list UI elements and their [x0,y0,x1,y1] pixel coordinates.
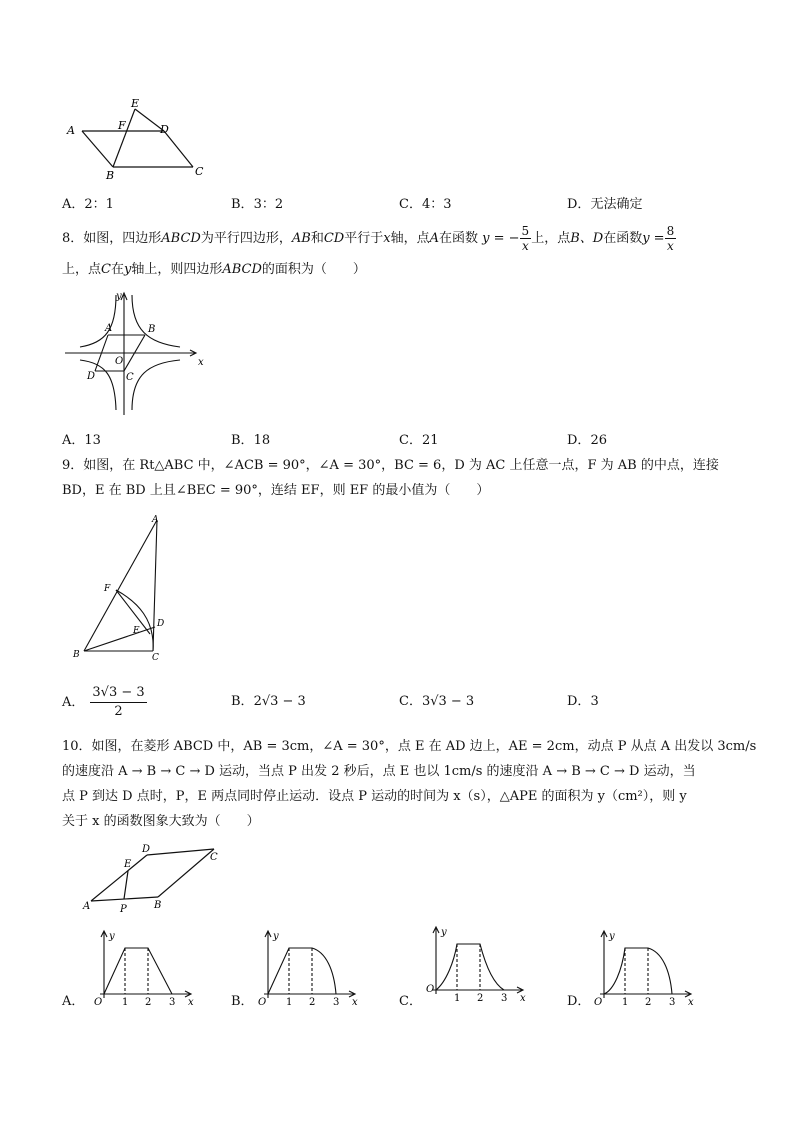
q9-option-d[interactable] [567,692,599,712]
option-letter: B． [231,433,254,448]
axis-y-label: y [441,927,447,938]
q7-label-a: A [67,124,75,137]
q8-func2-frac [665,224,677,253]
tick-2: 2 [145,997,152,1006]
q8-text: 为平行四边形， [200,231,292,246]
q10-label-b: B [154,900,162,911]
axis-x-label: x [352,997,358,1006]
q9-label-d: D [157,619,165,629]
q7-label-f: F [118,119,126,132]
tick-1: 1 [454,993,461,1002]
option-letter: A． [62,197,85,212]
q10-graph-d [592,926,702,1006]
axis-x-label: x [520,993,526,1002]
q9-figure [70,512,180,662]
option-letter: A． [62,433,85,448]
q8-stem-line2 [62,260,366,280]
question-number: 10． [62,739,92,754]
axis-y-label: y [109,931,115,942]
option-text: 18 [253,433,271,448]
q7-option-a[interactable] [62,195,114,215]
option-text: 21 [421,433,439,448]
q10-figure [80,842,230,917]
q7-option-b[interactable] [231,195,283,215]
q9-option-b[interactable] [231,692,306,712]
q8-text: 和 [310,231,324,246]
q8-text: 轴，点 [390,231,430,246]
option-letter: D． [567,197,591,212]
q8-func1: y = − [482,231,520,246]
q10-text: 点 P 到达 D 点时，P，E 两点同时停止运动．设点 P 运动的时间为 x（s），△APE 的面积为 y（cm²），则 y [62,789,687,804]
q9-option-a[interactable] [62,684,147,721]
q10-label-p: P [120,904,127,915]
q9-option-a-frac [90,684,146,721]
q10-stem-line4 [62,812,260,832]
option-letter: B． [231,994,254,1009]
axis-origin: O [94,997,103,1006]
q8-label-b: B [148,324,156,335]
q7-option-c[interactable] [399,195,452,215]
tick-3: 3 [333,997,340,1006]
q8-text: 上，点 [531,231,571,246]
q8-math: C [101,262,111,277]
q9-option-c[interactable] [399,692,474,712]
q10-graph-b [256,926,366,1006]
frac-den: 2 [114,704,123,719]
option-letter: B． [231,694,254,709]
option-text: 13 [84,433,101,448]
q8-func2: y = [642,231,665,246]
option-text: 2√3 − 3 [253,694,306,709]
q7-label-e: E [131,97,140,110]
q8-text: 上，点 [62,262,102,277]
axis-origin: O [258,997,267,1006]
q10-text: 的速度沿 A → B → C → D 运动，当点 P 出发 2 秒后，点 E 也以 1cm/s 的速度沿 A → B → C → D 运动，当 [62,764,696,779]
tick-2: 2 [477,993,484,1002]
q8-label-x: x [198,357,204,368]
tick-3: 3 [501,993,508,1002]
frac-den: x [521,239,529,253]
q10-label-e: E [124,859,132,870]
option-text: 无法确定 [590,197,643,212]
q9-label-b: B [73,650,80,660]
q10-label-d: D [142,844,151,855]
tick-2: 2 [645,997,652,1006]
q8-text: 如图，四边形 [83,231,162,246]
q8-math: x [383,231,391,246]
option-letter: C． [399,197,422,212]
q8-text: 轴上，则四边形 [131,262,223,277]
q10-graph-c [424,922,534,1002]
q7-label-b: B [106,169,115,182]
q7-figure [60,95,220,185]
q8-label-y: y [116,291,122,302]
q7-label-c: C [195,165,204,178]
option-text: 2：1 [84,197,114,212]
q8-label-c: C [126,372,134,383]
q8-option-d[interactable] [567,431,607,451]
q8-figure [60,285,210,420]
tick-3: 3 [669,997,676,1006]
option-letter: A． [62,994,85,1009]
q8-func1-frac [520,224,532,253]
q10-option-d[interactable] [567,992,590,1012]
tick-1: 1 [122,997,129,1006]
q9-label-e: E [133,626,140,636]
axis-x-label: x [688,997,694,1006]
tick-1: 1 [622,997,629,1006]
tick-1: 1 [286,997,293,1006]
option-text: 3 [590,694,599,709]
q9-stem-line1 [62,456,719,476]
question-number: 8． [62,231,84,246]
q8-math: CD [323,231,345,246]
q8-label-d: D [87,371,96,382]
q10-stem-line1 [62,737,756,757]
q10-text: 关于 x 的函数图象大致为（ ） [62,814,260,829]
q8-math: A [429,231,439,246]
q9-text: 如图，在 Rt△ABC 中，∠ACB = 90°，∠A = 30°，BC = 6，D 为 AC 上任意一点，F 为 AB 的中点，连接 [83,458,719,473]
option-text: 26 [590,433,607,448]
q8-label-a: A [105,323,113,334]
q8-math: ABCD [222,262,262,277]
option-letter: D． [567,694,591,709]
q8-math: B、D [570,231,604,246]
q10-option-a[interactable] [62,992,84,1012]
q9-text: BD，E 在 BD 上且∠BEC = 90°，连结 EF，则 EF 的最小值为（ ） [62,483,490,498]
q7-option-d[interactable] [567,195,642,215]
q8-text: 平行于 [344,231,384,246]
frac-num: 5 [521,224,530,238]
frac-num: 8 [666,224,675,238]
q8-text: 在 [110,262,124,277]
option-letter: A． [62,694,85,710]
option-letter: C． [399,694,422,709]
axis-origin: O [594,997,603,1006]
q10-stem-line2 [62,762,696,782]
axis-y-label: y [273,931,279,942]
q10-option-c[interactable] [399,992,422,1012]
option-letter: C． [399,994,422,1009]
option-text: 3√3 − 3 [421,694,475,709]
q8-option-b[interactable] [231,431,270,451]
option-letter: B． [231,197,254,212]
option-letter: D． [567,994,591,1009]
tick-2: 2 [309,997,316,1006]
question-number: 9． [62,458,84,473]
option-text: 4：3 [421,197,452,212]
q10-label-a: A [83,901,91,912]
q10-option-b[interactable] [231,992,254,1012]
q9-label-c: C [152,653,159,662]
q8-option-a[interactable] [62,431,101,451]
q8-stem-line1 [62,224,676,253]
tick-3: 3 [169,997,176,1006]
q8-option-c[interactable] [399,431,439,451]
q8-text: 的面积为（ ） [261,262,366,277]
q10-text: 如图，在菱形 ABCD 中，AB = 3cm，∠A = 30°，点 E 在 AD 边上，AE = 2cm，动点 P 从点 A 出发以 3cm/s [91,739,757,754]
option-text: 3：2 [253,197,284,212]
axis-x-label: x [188,997,194,1006]
q9-label-f: F [104,584,111,594]
frac-num: 3√3 − 3 [90,684,146,703]
q9-label-a: A [152,515,159,525]
q10-graph-a [92,926,202,1006]
option-letter: C． [399,433,422,448]
q10-label-c: C [210,852,218,863]
option-letter: D． [567,433,591,448]
q8-text: 在函数 [438,231,478,246]
q9-stem-line2 [62,481,489,501]
q8-math: AB [291,231,311,246]
q10-stem-line3 [62,787,687,807]
frac-den: x [667,239,674,253]
q8-math: ABCD [161,231,201,246]
q8-label-o: O [115,356,124,367]
q8-math: y [123,262,132,277]
axis-origin: O [426,984,435,995]
q8-text: 在函数 [603,231,643,246]
axis-y-label: y [609,931,615,942]
q7-label-d: D [160,123,169,136]
